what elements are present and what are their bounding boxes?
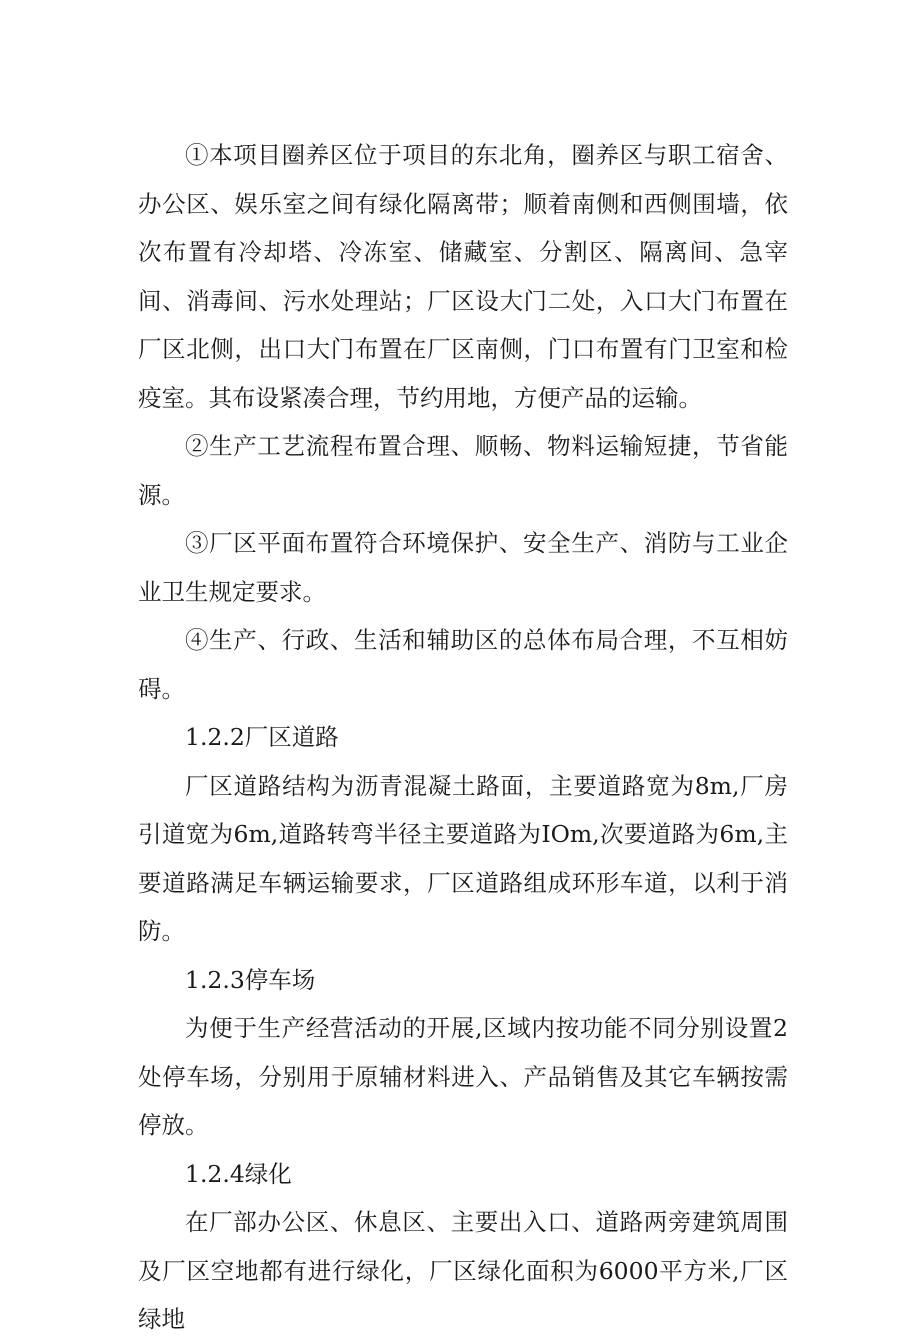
section-heading-roads: 1.2.2厂区道路 bbox=[185, 723, 339, 751]
paragraph-greening: 在厂部办公区、休息区、主要出入口、道路两旁建筑周围及厂区空地都有进行绿化，厂区绿化面积为6000平方米,厂区绿地 bbox=[138, 1208, 788, 1333]
paragraph-layout-principle-3: ③厂区平面布置符合环境保护、安全生产、消防与工业企业卫生规定要求。 bbox=[138, 529, 788, 606]
document-body bbox=[138, 131, 788, 1344]
paragraph-roads: 厂区道路结构为沥青混凝土路面，主要道路宽为8m,厂房引道宽为6m,道路转弯半径主要道路为IOm,次要道路为6m,主要道路满足车辆运输要求，厂区道路组成环形车道，以利于消防。 bbox=[138, 771, 788, 945]
paragraph-layout-principle-2: ②生产工艺流程布置合理、顺畅、物料运输短捷，节省能源。 bbox=[138, 432, 788, 509]
section-heading-greening: 1.2.4绿化 bbox=[185, 1159, 292, 1188]
paragraph-parking: 为便于生产经营活动的开展,区域内按功能不同分别设置2处停车场，分别用于原辅材料进入、产品销售及其它车辆按需停放。 bbox=[138, 1014, 788, 1139]
paragraph-layout-principle-4: ④生产、行政、生活和辅助区的总体布局合理，不互相妨碍。 bbox=[138, 626, 788, 703]
paragraph-layout-principle-1: ①本项目圈养区位于项目的东北角，圈养区与职工宿舍、办公区、娱乐室之间有绿化隔离带；顺着南侧和西侧围墙，依次布置有冷却塔、冷冻室、储藏室、分割区、隔离间、急宰间、消毒间、污水处理站；厂区设大门二处，入口大门布置在厂区北侧，出口大门布置在厂区南侧，门口布置有门卫室和检疫室。其布设紧凑合理，节约用地，方便产品的运输。 bbox=[138, 141, 788, 412]
section-heading-parking: 1.2.3停车场 bbox=[185, 965, 316, 994]
